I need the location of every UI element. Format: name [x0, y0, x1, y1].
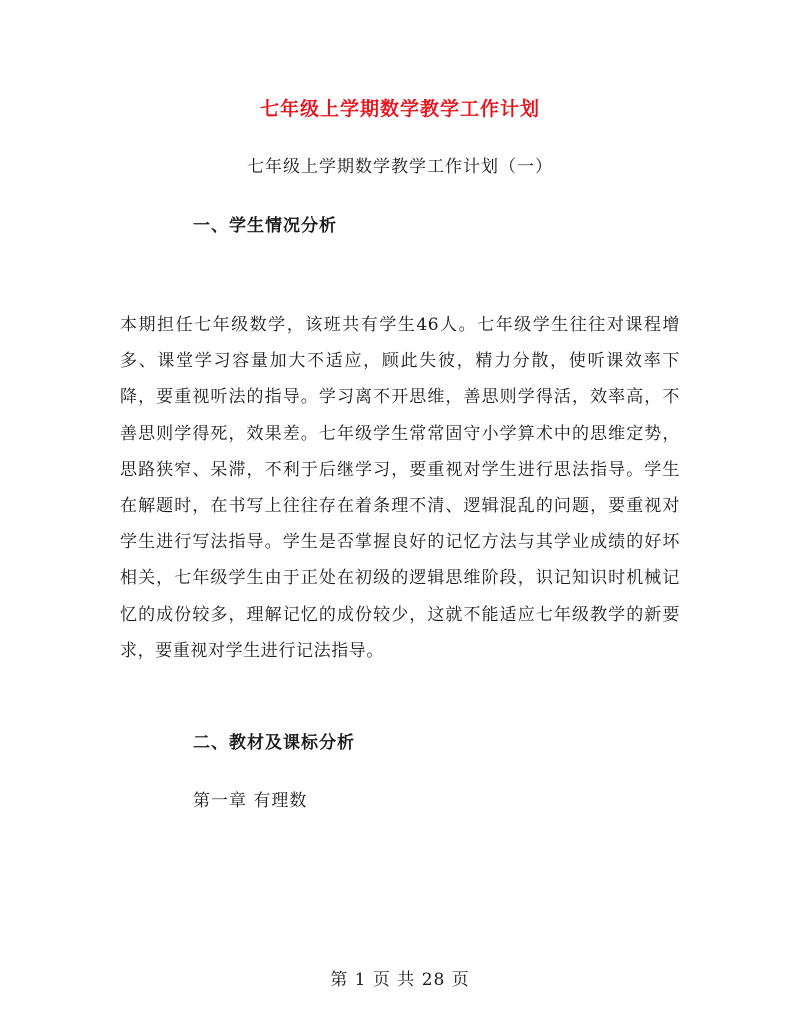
section-heading-student-analysis: 一、学生情况分析 [193, 216, 337, 236]
chapter-line: 第一章 有理数 [193, 791, 308, 811]
section-heading-textbook-analysis: 二、教材及课标分析 [193, 733, 355, 753]
section-body-student-analysis: 本期担任七年级数学，该班共有学生46人。七年级学生往往对课程增多、课堂学习容量加大不适应，顾此失彼，精力分散，使听课效率下降，要重视听法的指导。学习离不开思维，善思则学得活，效率高，不善思则学得死，效果差。七年级学生常常固守小学算术中的思维定势，思路狭窄、呆滞，不利于后继学习，要重视对学生进行思法指导。学生在解题时，在书写上往往存在着条理不清、逻辑混乱的问题，要重视对学生进行写法指导。学生是否掌握良好的记忆方法与其学业成绩的好坏相关，七年级学生由于正处在初级的逻辑思维阶段，识记知识时机械记忆的成份较多，理解记忆的成份较少，这就不能适应七年级教学的新要求，要重视对学生进行记法指导。 [120, 315, 680, 661]
page-footer: 第 1 页 共 28 页 [330, 970, 470, 990]
page-title: 七年级上学期数学教学工作计划 [259, 98, 540, 120]
document-subtitle: 七年级上学期数学教学工作计划（一） [247, 157, 553, 177]
